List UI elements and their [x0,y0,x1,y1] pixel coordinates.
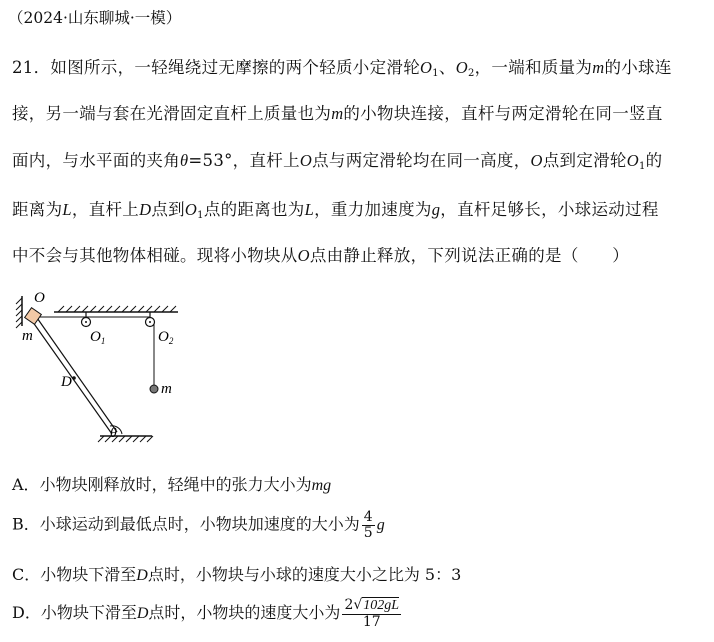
option-a[interactable]: A．小物块刚释放时，轻绳中的张力大小为mg [12,475,332,494]
hanging-ball [150,385,158,393]
inclined-rod-b [35,315,117,432]
question-line-3: 面内，与水平面的夹角θ=53°，直杆上O点与两定滑轮均在同一高度，O点到定滑轮$O_1$的 [12,151,663,172]
fraction-4-5: $\frac{4}{5}$ [363,509,373,541]
option-b[interactable]: B．小球运动到最低点时，小物块加速度的大小为 $\frac{4}{5}$ g [12,509,385,541]
question-source: （2024·山东聊城·一模） [8,9,182,27]
ground-hatch [98,436,153,442]
option-d[interactable]: D．小物块下滑至D点时，小物块的速度大小为 $\frac{2√102gL}{17}$ [12,597,400,630]
fraction-answer-d: $\frac{2√102gL}{17}$ [344,597,400,630]
option-c[interactable]: C．小物块下滑至D点时，小物块与小球的速度大小之比为 5：3 [12,565,462,584]
question-number: 21． [12,58,51,77]
sliding-block [25,308,42,325]
label-o: O [34,290,45,306]
point-d [72,376,76,380]
left-wall-hatch [16,298,22,328]
label-theta: θ [110,426,117,441]
question-line-4: 距离为L，直杆上D点到$O_1$点的距离也为L，重力加速度为g，直杆足够长，小球运动过程 [12,200,659,221]
label-m-ball: m [161,381,172,397]
label-o2: $O_2$ [158,329,174,346]
label-o1: $O_1$ [90,329,106,346]
label-d: D [61,374,72,390]
label-m-block: m [22,328,33,344]
question-line-1: 21．如图所示，一轻绳绕过无摩擦的两个轻质小定滑轮$O_1$、$O_2$，一端和质量为m的小球连 [12,58,672,79]
physics-figure [14,286,194,456]
ceiling-hatch [58,306,176,312]
question-line-5: 中不会与其他物体相碰。现将小物块从O点由静止释放，下列说法正确的是（ ） [12,246,630,265]
question-line-2: 接，另一端与套在光滑固定直杆上质量也为m的小物块连接，直杆与两定滑轮在同一竖直 [12,104,663,123]
